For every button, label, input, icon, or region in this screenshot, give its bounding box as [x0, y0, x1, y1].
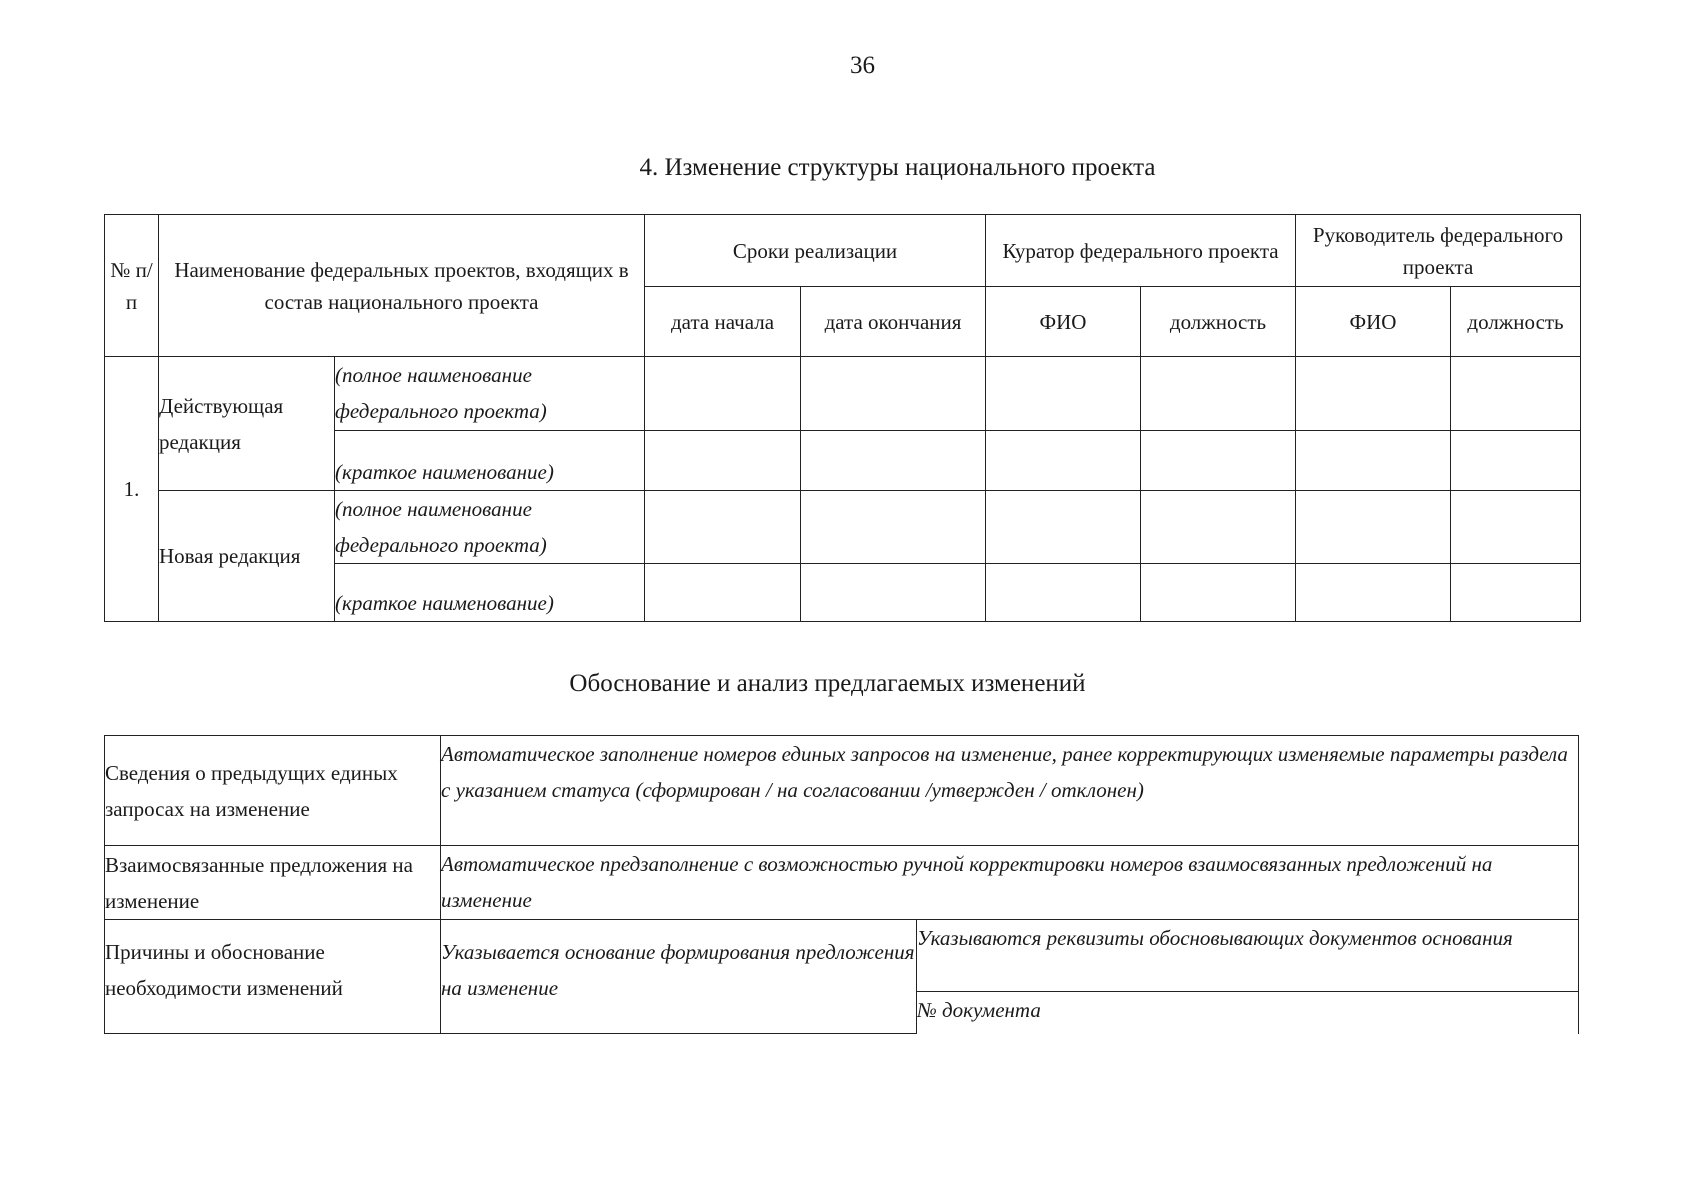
header-curator: Куратор федерального проекта: [986, 215, 1296, 287]
justification-table: [104, 735, 1579, 1034]
page-number: 36: [850, 52, 875, 79]
related-proposals-label: Взаимосвязанные предложения на изменение: [105, 846, 441, 920]
section-title-structure: 4. Изменение структуры национального проекта: [639, 154, 1156, 181]
header-start-date: дата начала: [645, 287, 801, 357]
header-leader: Руководитель федерального проекта: [1296, 215, 1581, 287]
documents-value: Указываются реквизиты обосновывающих документов основания: [917, 920, 1579, 992]
current-edition-label: Действующая редакция: [159, 357, 335, 491]
section-title-justification: Обоснование и анализ предлагаемых изменений: [569, 670, 1086, 697]
reasons-label: Причины и обоснование необходимости изменений: [105, 920, 441, 1034]
prev-requests-label: Сведения о предыдущих единых запросах на изменение: [105, 736, 441, 846]
header-curator-position: должность: [1141, 287, 1296, 357]
table-row: [105, 846, 1579, 920]
new-full-name: (полное наименование федерального проекта): [335, 491, 645, 564]
table-row: [105, 920, 1579, 992]
related-proposals-value: Автоматическое предзаполнение с возможностью ручной корректировки номеров взаимосвязанных предложений на изменение: [441, 846, 1579, 920]
header-period: Сроки реализации: [645, 215, 986, 287]
new-short-name: (краткое наименование): [335, 564, 645, 622]
header-end-date: дата окончания: [801, 287, 986, 357]
new-edition-label: Новая редакция: [159, 491, 335, 622]
document-number: № документа: [917, 992, 1579, 1034]
prev-requests-value: Автоматическое заполнение номеров единых запросов на изменение, ранее корректирующих изменяемые параметры раздела с указанием статуса (сформирован / на согласовании /утвержден / отклонен): [441, 736, 1579, 846]
reasons-value: Указывается основание формирования предложения на изменение: [441, 920, 917, 1034]
header-name: Наименование федеральных проектов, входящих в состав национального проекта: [159, 215, 645, 357]
table-row: [105, 491, 1581, 564]
current-short-name: (краткое наименование): [335, 431, 645, 491]
header-leader-position: должность: [1451, 287, 1581, 357]
header-leader-fio: ФИО: [1296, 287, 1451, 357]
table-row: [105, 357, 1581, 431]
header-number: № п/п: [105, 215, 159, 357]
table-row: [105, 736, 1579, 846]
header-curator-fio: ФИО: [986, 287, 1141, 357]
current-full-name: (полное наименование федерального проекта): [335, 357, 645, 431]
structure-table: [104, 214, 1581, 622]
row-number: 1.: [105, 357, 159, 622]
